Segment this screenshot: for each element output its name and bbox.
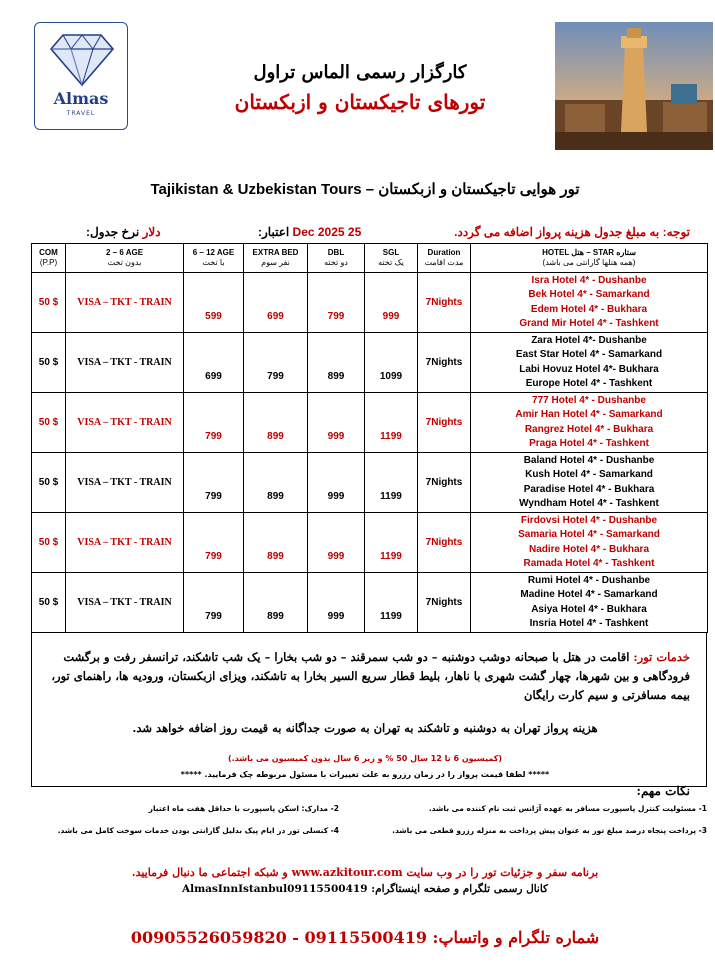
point-1: 1- مسئولیت کنترل پاسپورت مسافر به عهده آژانس ثبت نام کننده می باشد.	[428, 804, 707, 813]
age-2-6-cell: VISA – TKT - TRAIN	[66, 333, 184, 393]
extra-bed-cell: 899	[244, 393, 308, 453]
com-cell: 50 $	[32, 453, 66, 513]
tour-price-table	[31, 243, 708, 633]
instagram-handle: AlmasInnIstanbul09115500419	[181, 883, 368, 895]
tours-title: تورهای تاجیکستان و ازبکستان	[234, 90, 486, 114]
channel-label: کانال رسمی تلگرام و صفحه اینستاگرام:	[371, 883, 549, 895]
website-cta: برنامه سفر و جزئیات تور را در وب سایت www.azkitour.com و شبکه اجتماعی ما دنبال فرمایید.	[131, 866, 599, 879]
hotels-cell: Firdovsi Hotel 4* - Dushanbe Samaria Hotel 4* - Samarkand Nadire Hotel 4* - Bukhara Ramada Hotel 4* - Tashkent	[471, 513, 708, 573]
table-row	[32, 333, 708, 393]
duration-cell: 7Nights	[418, 513, 471, 573]
hotels-cell: Zara Hotel 4*- Dushanbe East Star Hotel 4* - Samarkand Labi Hovuz Hotel 4*- Bukhara Europe Hotel 4* - Tashkent	[471, 333, 708, 393]
table-row	[32, 393, 708, 453]
sgl-cell: 1199	[365, 453, 418, 513]
points-heading: نکات مهم:	[636, 784, 690, 798]
flight-note: هزینه پرواز تهران به دوشنبه و تاشکند به تهران به صورت جداگانه به قیمت روز اضافه خواهد شد.	[132, 721, 598, 735]
extra-bed-cell: 799	[244, 333, 308, 393]
sgl-cell: 1099	[365, 333, 418, 393]
col-header-duration: Duration مدت اقامت	[418, 244, 471, 273]
validity-date: 25 Dec 2025	[292, 225, 362, 239]
age-6-12-cell: 699	[184, 333, 244, 393]
extra-bed-cell: 899	[244, 573, 308, 633]
currency-value: دلار	[142, 225, 161, 239]
com-cell: 50 $	[32, 333, 66, 393]
services-body: اقامت در هتل با صبحانه دوشب دوشنبه – دو شب سمرقند – دو شب بخارا – یک شب تاشکند، ترانسفر رفت و برگشت فرودگاهی و بین شهرها، چهار گشت شهری با ناهار، بلیط قطار سریع السیر بخارا به تاشکند، ویزای ازبکستان، ورودیه ها، راهنمای تور، بیمه مسافرتی و سیم کارت رایگان	[51, 650, 690, 702]
dbl-cell: 999	[308, 513, 365, 573]
col-header-age-2-6: 2 – 6 AGE بدون تخت	[66, 244, 184, 273]
currency-note	[86, 225, 161, 239]
age-6-12-cell: 799	[184, 573, 244, 633]
col-header-dbl: DBL دو تخته	[308, 244, 365, 273]
age-6-12-cell: 799	[184, 393, 244, 453]
bukhara-minaret-photo	[555, 22, 713, 150]
sgl-cell: 999	[365, 273, 418, 333]
com-cell: 50 $	[32, 573, 66, 633]
dbl-cell: 899	[308, 333, 365, 393]
sgl-cell: 1199	[365, 513, 418, 573]
col-header-extra-bed: EXTRA BED نفر سوم	[244, 244, 308, 273]
note-row	[30, 225, 690, 243]
services-label: خدمات تور:	[633, 650, 690, 664]
hotels-cell: Isra Hotel 4* - Dushanbe Bek Hotel 4* - Samarkand Edem Hotel 4* - Bukhara Grand Mir Hotel 4* - Tashkent	[471, 273, 708, 333]
services-text	[40, 648, 690, 705]
table-row	[32, 573, 708, 633]
com-cell: 50 $	[32, 273, 66, 333]
validity-label-text: اعتبار:	[258, 225, 290, 239]
validity-label	[258, 225, 361, 239]
age-2-6-cell: VISA – TKT - TRAIN	[66, 273, 184, 333]
contact-phones: شماره تلگرام و واتساپ: 09115500419 - 00905526059820	[130, 928, 600, 947]
agent-title: کارگزار رسمی الماس تراول	[253, 62, 467, 83]
col-header-hotel: HOTEL هتل – STAR ستاره (همه هتلها گارانتی می باشد)	[471, 244, 708, 273]
sgl-cell: 1199	[365, 573, 418, 633]
price-check-note: ***** لطفا قیمت پرواز را در زمان رزرو به علت تغییرات با مسئول مربوطه چک فرمایید. *****	[180, 770, 550, 779]
col-header-sgl: SGL یک تخته	[365, 244, 418, 273]
duration-cell: 7Nights	[418, 273, 471, 333]
hotels-cell: Rumi Hotel 4* - Dushanbe Madine Hotel 4* - Samarkand Asiya Hotel 4* - Bukhara Insria Hotel 4* - Tashkent	[471, 573, 708, 633]
table-row	[32, 453, 708, 513]
duration-cell: 7Nights	[418, 333, 471, 393]
social-line	[40, 883, 690, 895]
table-row	[32, 273, 708, 333]
dbl-cell: 999	[308, 453, 365, 513]
logo-sub-text: TRAVEL	[66, 110, 96, 117]
attention-note: توجه: به مبلغ جدول هزینه پرواز اضافه می گردد.	[454, 225, 690, 239]
sgl-cell: 1199	[365, 393, 418, 453]
commission-note: (کمیسیون 6 تا 12 سال 50 % و زیر 6 سال بدون کمیسیون می باشد.)	[227, 754, 503, 763]
point-2: 2- مدارک: اسکن پاسپورت با حداقل هفت ماه اعتبار	[148, 804, 339, 813]
duration-cell: 7Nights	[418, 393, 471, 453]
page-title: تور هوایی تاجیکستان و ازبکستان – Tajikistan & Uzbekistan Tours	[150, 181, 580, 198]
age-2-6-cell: VISA – TKT - TRAIN	[66, 513, 184, 573]
col-header-com: COM (P.P)	[32, 244, 66, 273]
age-6-12-cell: 799	[184, 453, 244, 513]
almas-travel-logo	[34, 22, 128, 130]
extra-bed-cell: 699	[244, 273, 308, 333]
extra-bed-cell: 899	[244, 513, 308, 573]
com-cell: 50 $	[32, 393, 66, 453]
age-6-12-cell: 799	[184, 513, 244, 573]
col-header-age-6-12: 6 – 12 AGE با تخت	[184, 244, 244, 273]
table-row	[32, 513, 708, 573]
age-2-6-cell: VISA – TKT - TRAIN	[66, 573, 184, 633]
duration-cell: 7Nights	[418, 573, 471, 633]
hotels-cell: 777 Hotel 4* - Dushanbe Amir Han Hotel 4* - Samarkand Rangrez Hotel 4* - Bukhara Praga Hotel 4* - Tashkent	[471, 393, 708, 453]
hotels-cell: Baland Hotel 4* - Dushanbe Kush Hotel 4* - Samarkand Paradise Hotel 4* - Bukhara Wyndham Hotel 4* - Tashkent	[471, 453, 708, 513]
duration-cell: 7Nights	[418, 453, 471, 513]
point-3: 3- پرداخت پنجاه درصد مبلغ تور به عنوان پیش پرداخت به منزله رزرو قطعی می باشد.	[392, 826, 707, 835]
age-2-6-cell: VISA – TKT - TRAIN	[66, 453, 184, 513]
extra-bed-cell: 899	[244, 453, 308, 513]
com-cell: 50 $	[32, 513, 66, 573]
dbl-cell: 999	[308, 393, 365, 453]
dbl-cell: 999	[308, 573, 365, 633]
table-header-row	[32, 244, 708, 273]
age-2-6-cell: VISA – TKT - TRAIN	[66, 393, 184, 453]
logo-brand-text: Almas	[53, 89, 109, 108]
dbl-cell: 799	[308, 273, 365, 333]
age-6-12-cell: 599	[184, 273, 244, 333]
point-4: 4- کنسلی تور در ایام پیک بدلیل گارانتی بودن خدمات سوخت کامل می باشد.	[57, 826, 339, 835]
currency-label: نرخ جدول:	[86, 225, 140, 239]
diamond-icon	[49, 31, 115, 87]
